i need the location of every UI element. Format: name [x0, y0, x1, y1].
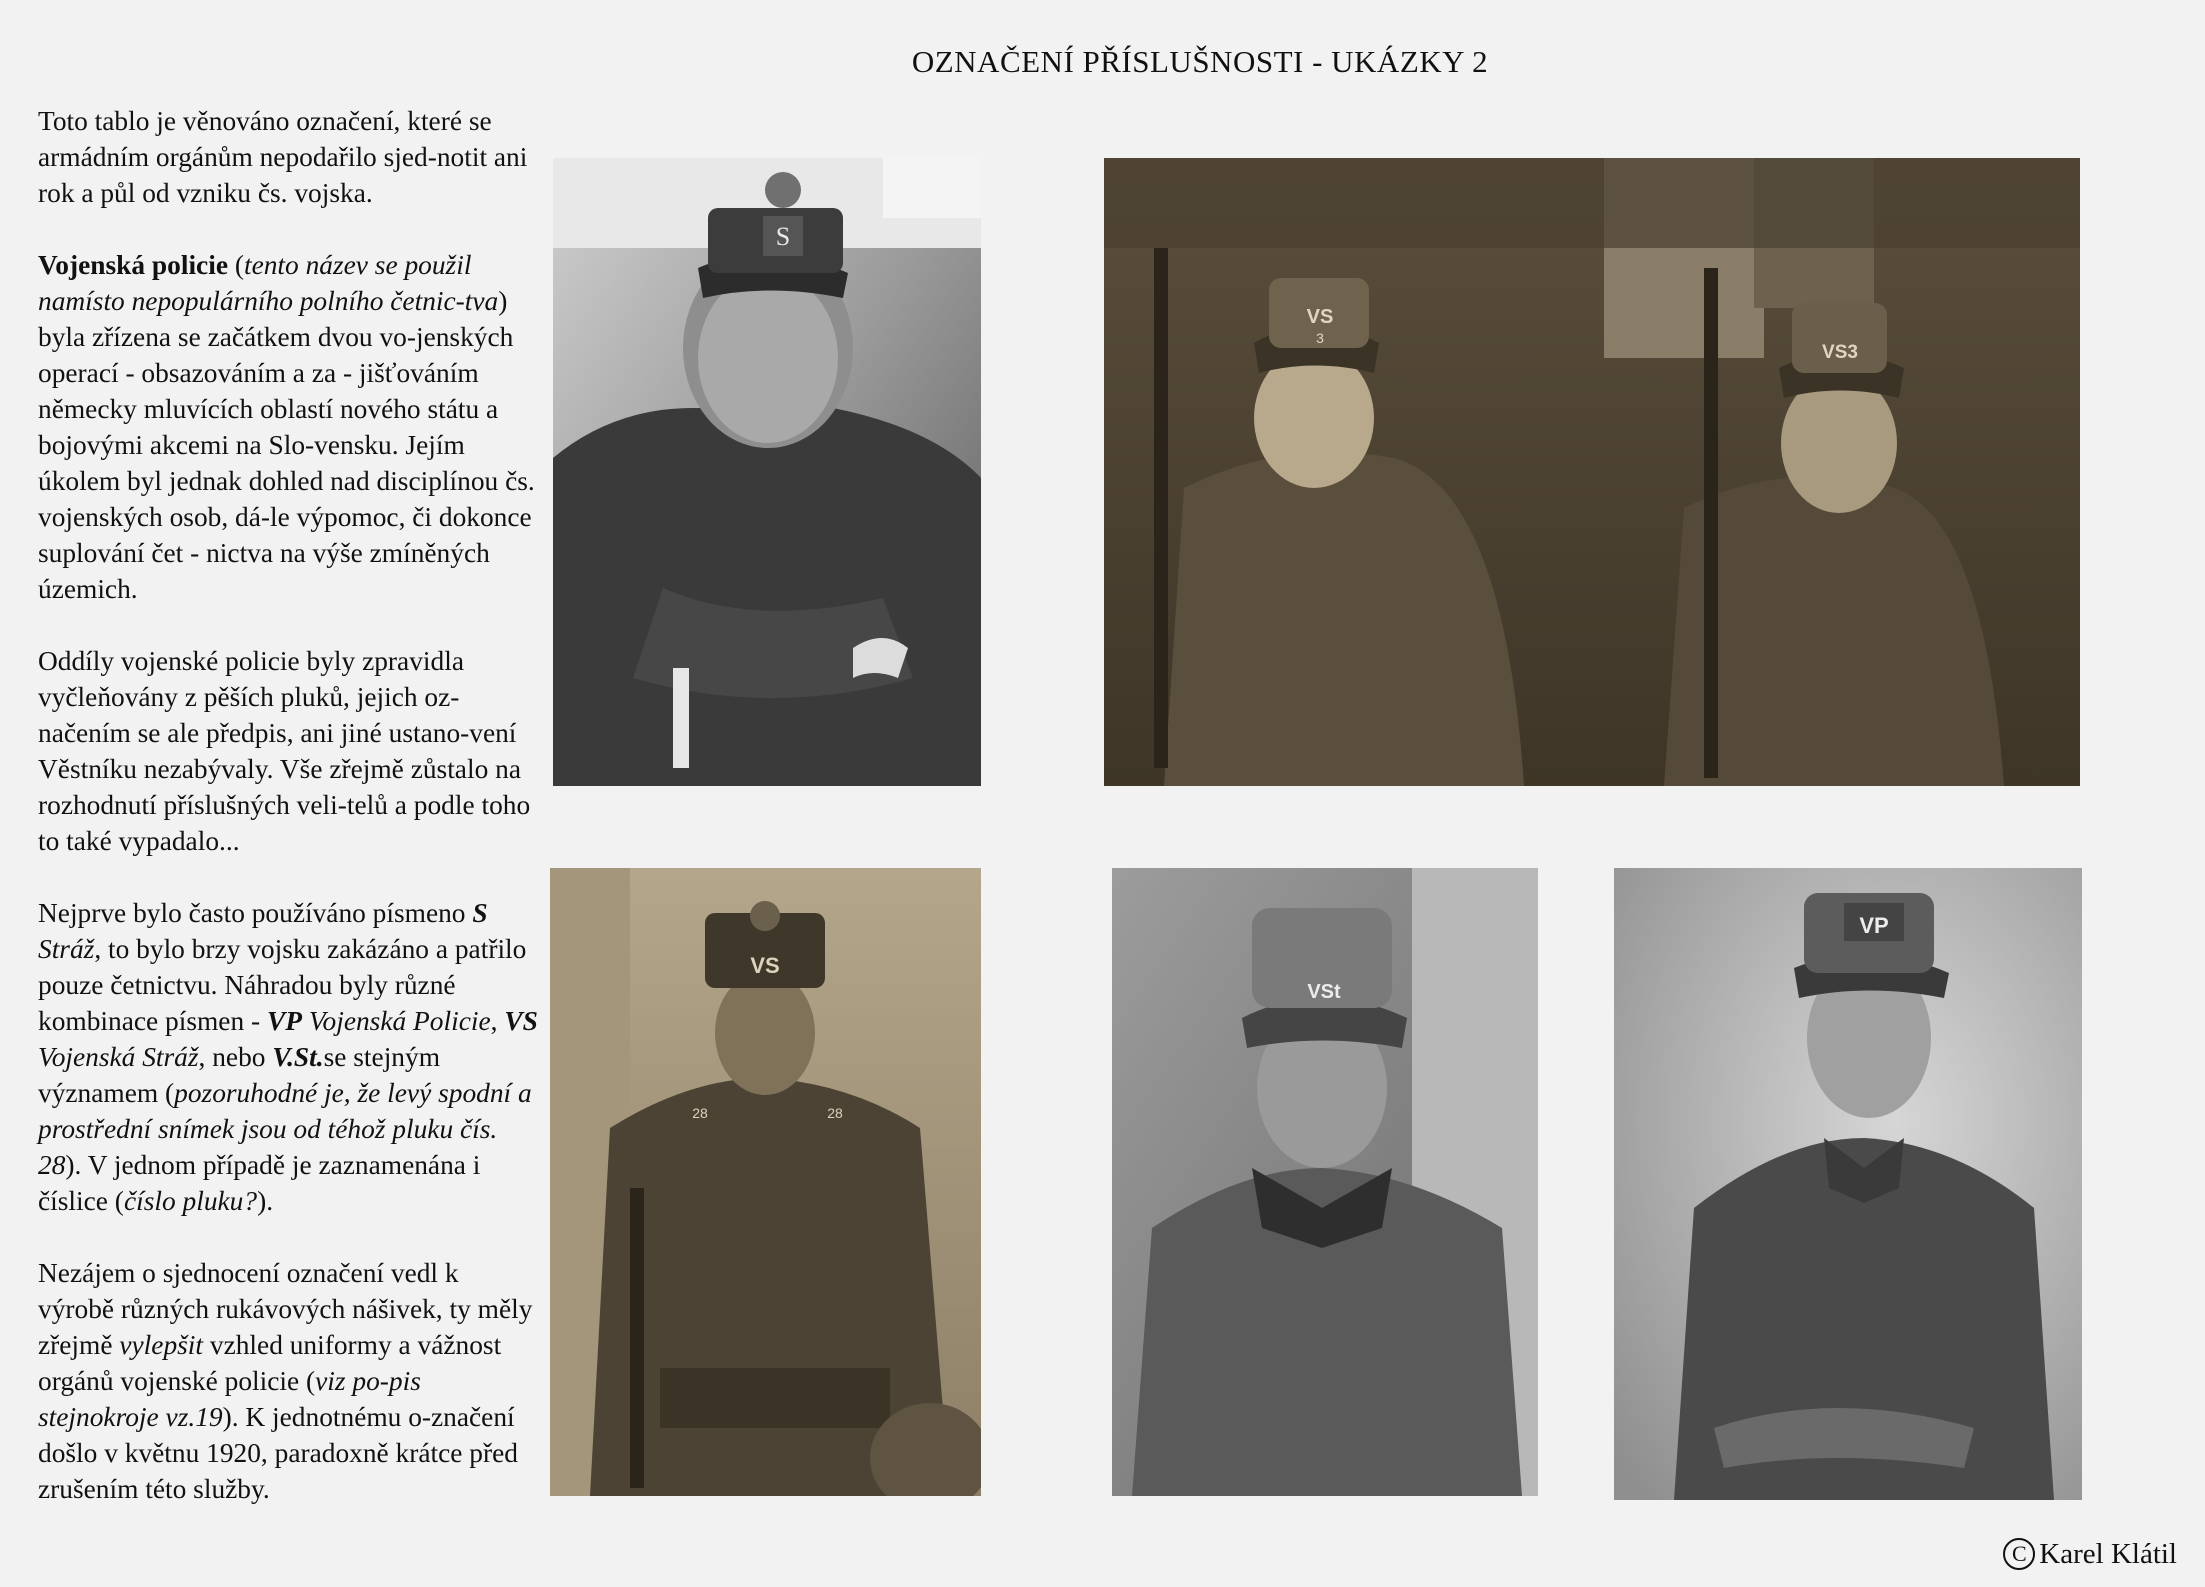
text-fragment: , to bylo brzy vojsku zakázáno a patřilo pouze četnictvu. Náhradou byly různé kombinace písmen - — [38, 934, 527, 1036]
note-name-origin: tento název se použil namísto nepopulárního polního četnic-tva — [38, 250, 499, 316]
text-fragment: ) byla zřízena se začátkem dvou vo-jenských operací - obsazováním a za - jišťováním německy mluvících oblastí nového státu a bojovými akcemi na Slo-vensku. Jejím úkolem byl jednak dohled nad disciplínou čs. vojenských osob, dá-le výpomoc, či dokonce suplování čet - nictva na výše zmíněných územich. — [38, 286, 535, 604]
letters-vs-meaning: Vojenská Stráž — [38, 1042, 199, 1072]
paragraph-intro-text: Toto tablo je věnováno označení, které se armádním orgánům nepodařilo sjed-notit ani rok a půl od vzniku čs. vojska. — [38, 106, 528, 208]
term-vojenska-policie: Vojenská policie — [38, 250, 228, 280]
text-fragment: ). K jednotnému o-značení došlo v květnu 1920, paradoxně krátce před zrušením této služby. — [38, 1402, 518, 1504]
letters-vs: VS — [504, 1006, 538, 1036]
emphasis-vylepsit: vylepšit — [119, 1330, 204, 1360]
photo-soldiers-vs-group-image — [1104, 158, 2080, 786]
paragraph-unification — [38, 1255, 538, 1507]
letter-s: S — [472, 898, 488, 928]
text-fragment: ). — [257, 1186, 274, 1216]
photo-soldiers-vs-group — [1104, 158, 2080, 786]
text-fragment: , — [490, 1006, 505, 1036]
collar-number-left: 28 — [692, 1105, 708, 1121]
text-fragment: Nezájem o sjednocení označení vedl k výrobě různých rukávových nášivek, ty měly zřejmě — [38, 1258, 533, 1360]
cap-letters-vs-left: VS — [1306, 306, 1334, 328]
paragraph-units-text: Oddíly vojenské policie byly zpravidla vyčleňovány z pěších pluků, jejich oz-načením se ale předpis, ani jiné ustano-vení Věstníku nezabývaly. Vše zřejmě zůstalo na rozhodnutí příslušných veli-telů a podle toho to také vypadalo... — [38, 646, 531, 856]
text-fragment: , nebo — [198, 1042, 273, 1072]
paragraph-units — [38, 643, 538, 859]
photo-soldier-vp-portrait-image — [1614, 868, 2082, 1500]
text-fragment: vzhled uniformy a vážnost orgánů vojenské policie ( — [38, 1330, 502, 1396]
text-fragment: ( — [227, 250, 244, 280]
photo-soldier-vst — [1112, 868, 1538, 1496]
paragraph-letters — [38, 895, 538, 1219]
text-fragment: se stejným významem ( — [38, 1042, 441, 1108]
letters-vst: V.St. — [272, 1042, 324, 1072]
cap-letters-vs3-right: VS3 — [1822, 342, 1858, 363]
copyright-author: Karel Klátil — [2039, 1538, 2177, 1570]
cap-letters-vs: VS — [750, 953, 780, 978]
cap-number-left: 3 — [1316, 330, 1324, 346]
cap-letters-vst: VSt — [1307, 981, 1341, 1003]
text-fragment: Nejprve bylo často používáno písmeno — [38, 898, 473, 928]
photo-soldier-s-cap — [553, 158, 981, 786]
paragraph-intro — [38, 103, 538, 211]
text-fragment: ). V jednom případě je zaznamenána i číslice ( — [38, 1150, 481, 1216]
photo-soldier-vst-image — [1112, 868, 1538, 1496]
collar-number-right: 28 — [827, 1105, 843, 1121]
note-regiment-number: číslo pluku? — [123, 1186, 258, 1216]
letter-s-meaning: Stráž — [38, 934, 95, 964]
photo-soldier-vs-28 — [550, 868, 981, 1496]
copyright-credit — [2003, 1538, 2177, 1571]
photo-soldier-vs-28-image — [550, 868, 981, 1496]
letters-vp-meaning: Vojenská Policie — [301, 1006, 491, 1036]
photo-soldier-vp-portrait — [1614, 868, 2082, 1500]
cap-letter-s: S — [775, 222, 791, 251]
note-uniform-description: viz po-pis stejnokroje vz.19 — [38, 1366, 421, 1432]
cap-letters-vp: VP — [1859, 913, 1889, 938]
letters-vp: VP — [266, 1006, 302, 1036]
note-same-regiment: pozoruhodné je, že levý spodní a prostřední snímek jsou od téhož pluku čís. 28 — [38, 1078, 532, 1180]
text-column — [38, 103, 538, 1507]
photo-soldier-s-cap-image — [553, 158, 981, 786]
paragraph-military-police — [38, 247, 538, 607]
copyright-icon: C — [2003, 1538, 2035, 1570]
page-title: OZNAČENÍ PŘÍSLUŠNOSTI - UKÁZKY 2 — [911, 44, 1489, 79]
